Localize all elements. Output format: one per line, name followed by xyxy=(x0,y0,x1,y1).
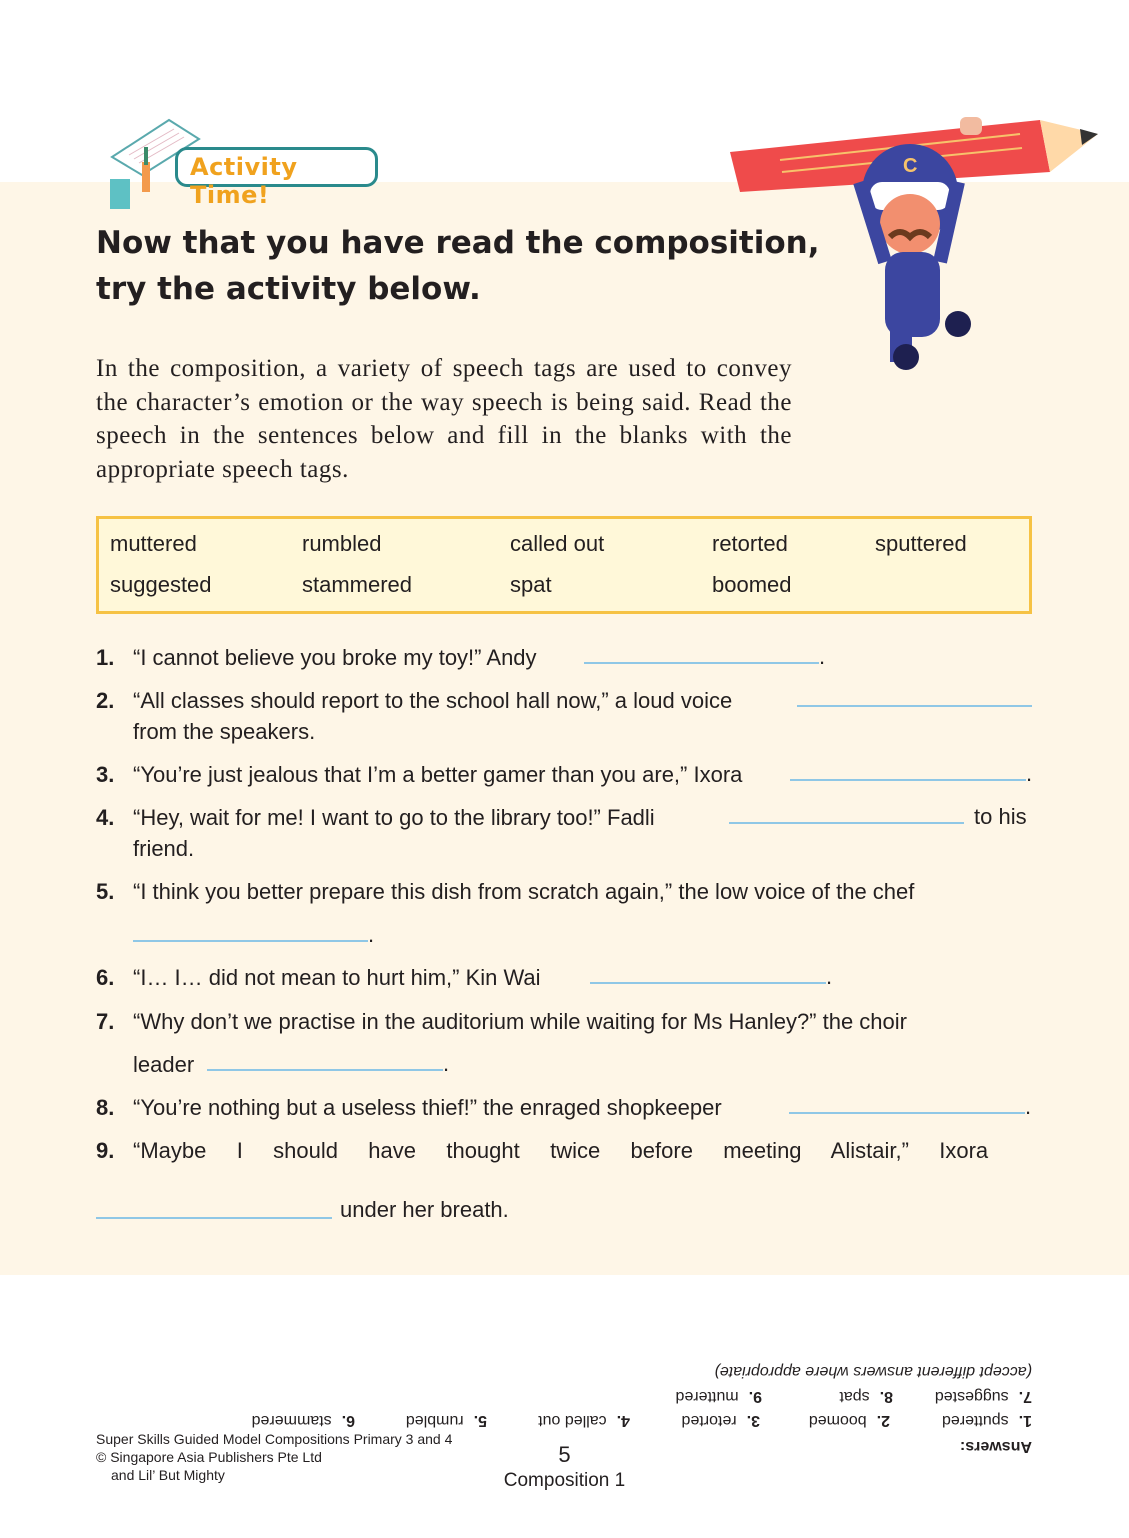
question-number: 2. xyxy=(96,688,115,713)
word-bank-item: muttered xyxy=(110,531,197,556)
word-bank-item: called out xyxy=(510,531,605,556)
page-number: 5 xyxy=(558,1442,571,1467)
answer-blank-6[interactable] xyxy=(590,982,826,984)
word-bank-item: rumbled xyxy=(302,531,382,556)
heading-line-2: try the activity below. xyxy=(96,271,481,307)
question-number: 4. xyxy=(96,805,115,830)
activity-time-badge xyxy=(175,147,378,209)
answer-item: 8.spat xyxy=(839,1388,893,1405)
word-bank xyxy=(96,516,1032,614)
answer-blank-1[interactable] xyxy=(584,662,819,664)
section-label: Composition 1 xyxy=(503,1470,626,1491)
word-bank-item: suggested xyxy=(110,572,212,597)
question-number: 9. xyxy=(96,1138,115,1163)
page-heading xyxy=(96,220,820,312)
answer-item: 6.stammered xyxy=(251,1412,355,1429)
book-title: Super Skills Guided Model Compositions Primary 3 and 4 xyxy=(96,1431,453,1447)
punct: . xyxy=(368,922,375,947)
answer-item: 4.called out xyxy=(538,1412,630,1429)
question-text: “I think you better prepare this dish from scratch again,” the low voice of the chef xyxy=(133,879,915,904)
answer-item: 5.rumbled xyxy=(405,1412,487,1429)
question-text: “Maybe I should have thought twice before meeting Alistair,” Ixora xyxy=(133,1138,989,1163)
copyright: © Singapore Asia Publishers Pte Ltd xyxy=(96,1449,322,1465)
punct: . xyxy=(826,964,833,989)
word-bank-item: boomed xyxy=(712,572,792,597)
answer-item: 9.muttered xyxy=(675,1388,762,1405)
answers-title: Answers: xyxy=(959,1438,1032,1455)
answer-blank-3[interactable] xyxy=(790,779,1026,781)
word-bank-item: stammered xyxy=(302,572,413,597)
answer-item: 7.suggested xyxy=(934,1388,1032,1405)
copyright-line-2: and Lil’ But Mighty xyxy=(111,1467,225,1483)
instructions: In the composition, a variety of speech tags are used to convey the character’s emotion or the way speech is being said. Read the speech in the sentences below and fill in the blanks with the appropriate speech tags. xyxy=(96,355,792,483)
answer-blank-2[interactable] xyxy=(797,705,1032,707)
punct: . xyxy=(443,1051,450,1076)
answer-blank-9[interactable] xyxy=(96,1217,332,1219)
answers-note: (accept different answers where appropriate) xyxy=(714,1363,1032,1380)
answer-item: 1.sputtered xyxy=(941,1412,1032,1429)
word-bank-item: spat xyxy=(510,572,552,597)
answer-blank-8[interactable] xyxy=(789,1112,1025,1114)
word-bank-item: sputtered xyxy=(875,531,967,556)
question-number: 5. xyxy=(96,879,115,904)
punct: . xyxy=(1025,1094,1032,1119)
question-text-cont: friend. xyxy=(133,836,195,861)
question-number: 1. xyxy=(96,645,115,670)
svg-text:C: C xyxy=(903,155,918,177)
punct: . xyxy=(819,644,826,669)
answer-blank-5[interactable] xyxy=(133,940,368,942)
answer-item: 2.boomed xyxy=(808,1412,890,1429)
question-text: “I… I… did not mean to hurt him,” Kin Wai xyxy=(133,965,541,990)
question-text-cont: under her breath. xyxy=(340,1197,509,1222)
heading-line-1: Now that you have read the composition, xyxy=(96,225,820,261)
question-text-cont: from the speakers. xyxy=(133,719,316,744)
question-number: 8. xyxy=(96,1095,115,1120)
question-text: “You’re just jealous that I’m a better gamer than you are,” Ixora xyxy=(133,762,743,787)
question-text-cont: leader xyxy=(133,1052,195,1077)
question-text-after: to his xyxy=(974,804,1027,829)
question-text: “Hey, wait for me! I want to go to the library too!” Fadli xyxy=(133,805,655,830)
answer-item: 3.retorted xyxy=(681,1412,760,1429)
question-number: 6. xyxy=(96,965,115,990)
question-number: 3. xyxy=(96,762,115,787)
question-text: “Why don’t we practise in the auditorium while waiting for Ms Hanley?” the choir xyxy=(133,1009,907,1034)
question-text: “All classes should report to the school hall now,” a loud voice xyxy=(133,688,733,713)
answer-blank-7[interactable] xyxy=(207,1069,443,1071)
answer-blank-4[interactable] xyxy=(729,822,964,824)
question-number: 7. xyxy=(96,1009,115,1034)
question-text: “You’re nothing but a useless thief!” the enraged shopkeeper xyxy=(133,1095,722,1120)
punct: . xyxy=(1026,761,1033,786)
badge-label: Activity Time! xyxy=(190,153,298,209)
word-bank-item: retorted xyxy=(712,531,788,556)
question-text: “I cannot believe you broke my toy!” Andy xyxy=(133,645,537,670)
